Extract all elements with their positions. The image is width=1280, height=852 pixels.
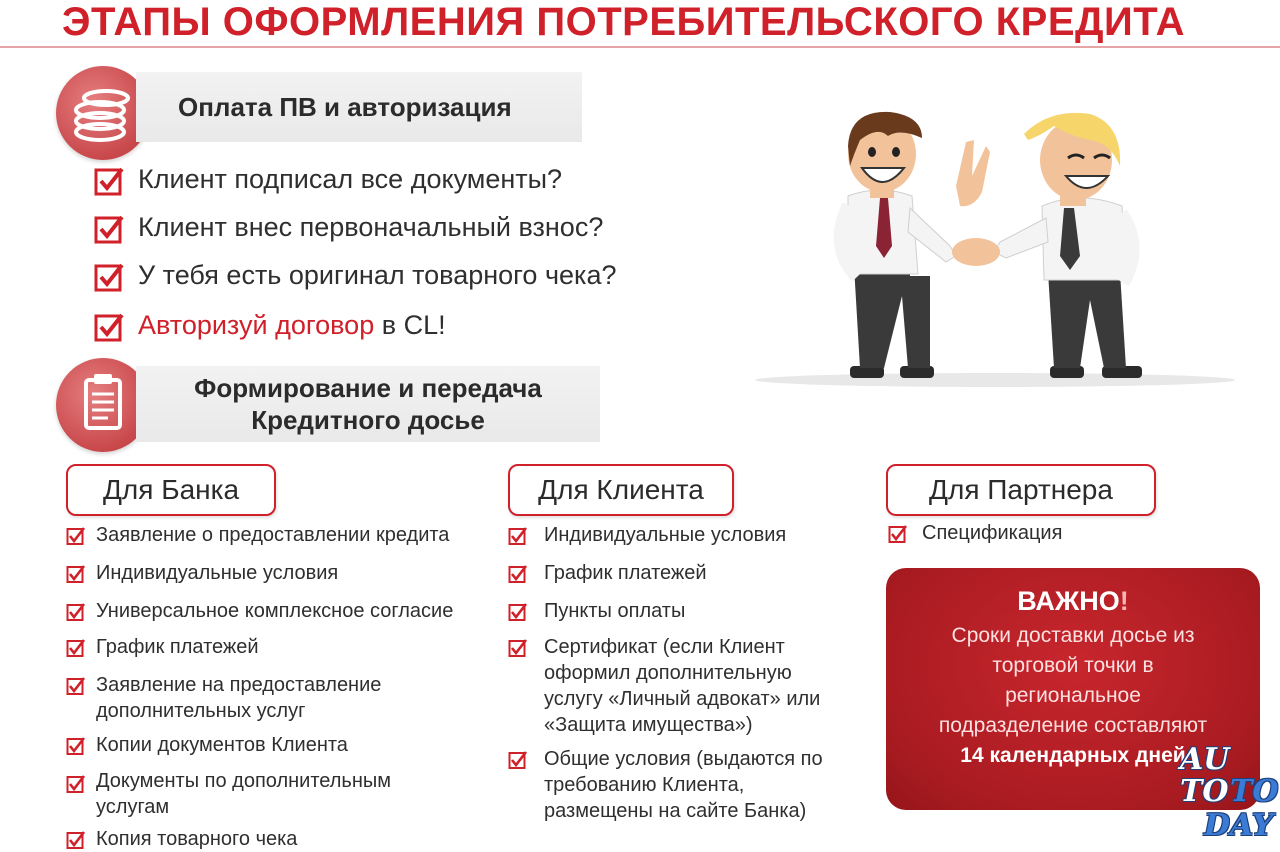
checkbox-checked-icon <box>66 830 86 850</box>
checkbox-checked-icon <box>94 214 124 244</box>
authorize-contract-rest: в CL! <box>374 310 446 340</box>
checkbox-checked-icon <box>94 166 124 196</box>
list-item: График платежей <box>544 562 707 584</box>
checkbox-checked-icon <box>66 526 86 546</box>
handshake-hands <box>952 238 1000 266</box>
notice-line: торговой точки в <box>992 654 1154 677</box>
notice-line: региональное <box>1005 684 1141 707</box>
title-divider <box>0 46 1280 48</box>
list-item: Заявление о предоставлении кредита <box>96 524 450 546</box>
checkbox-checked-icon <box>508 564 528 584</box>
checkbox-checked-icon <box>508 526 528 546</box>
notice-line: подразделение составляют <box>938 714 1208 737</box>
list-item: Универсальное комплексное согласие <box>96 600 454 622</box>
businessman-right-figure <box>994 113 1142 378</box>
list-item: График платежей <box>96 636 259 658</box>
notice-bold-line: 14 календарных дней <box>960 744 1186 767</box>
important-heading: ВАЖНО! <box>1017 586 1129 616</box>
list-item: Индивидуальные условия <box>544 524 787 546</box>
checkbox-checked-icon <box>888 524 908 544</box>
list-item: Спецификация <box>922 522 1063 544</box>
section-payment-auth <box>136 72 582 142</box>
section-dossier <box>136 366 600 442</box>
page-title: ЭТАПЫ ОФОРМЛЕНИЯ ПОТРЕБИТЕЛЬСКОГО КРЕДИТА <box>62 0 1186 44</box>
list-item: Копии документов Клиента <box>96 734 348 756</box>
checkbox-checked-icon <box>94 312 124 342</box>
list-item: Общие условия (выдаются по требованию Клиента, размещены на сайте Банка) <box>544 748 823 822</box>
checkbox-checked-icon <box>66 564 86 584</box>
checklist-item <box>138 310 446 341</box>
tab-for-partner: Для Партнера <box>886 464 1156 516</box>
handshake-illustration <box>750 96 1240 396</box>
section-heading-line1: Формирование и передача <box>194 373 542 403</box>
checklist-item: Клиент подписал все документы? <box>138 164 563 194</box>
checkbox-checked-icon <box>508 638 528 658</box>
list-item: Сертификат (если Клиент оформил дополнительную услугу «Личный адвокат» или «Защита имущества») <box>544 636 821 736</box>
checklist-item: У тебя есть оригинал товарного чека? <box>138 260 617 290</box>
checkbox-checked-icon <box>94 262 124 292</box>
checkbox-checked-icon <box>66 736 86 756</box>
tab-for-client: Для Клиента <box>508 464 734 516</box>
section-heading: Оплата ПВ и авторизация <box>178 92 512 122</box>
section-heading-line2: Кредитного досье <box>251 405 485 435</box>
authorize-contract-text: Авторизуй договор <box>138 310 375 340</box>
checkbox-checked-icon <box>66 676 86 696</box>
checkbox-checked-icon <box>66 602 86 622</box>
list-item: Копия товарного чека <box>96 828 298 850</box>
checkbox-checked-icon <box>66 638 86 658</box>
list-item: Индивидуальные условия <box>96 562 339 584</box>
notice-line: Сроки доставки досье из <box>951 624 1195 647</box>
list-item: Пункты оплаты <box>544 600 686 622</box>
checklist-item: Клиент внес первоначальный взнос? <box>138 212 604 242</box>
checkbox-checked-icon <box>66 774 86 794</box>
list-item: Документы по дополнительным услугам <box>96 770 392 818</box>
checkbox-checked-icon <box>508 750 528 770</box>
checkbox-checked-icon <box>508 602 528 622</box>
list-item: Заявление на предоставление дополнительных услуг <box>96 674 382 722</box>
tab-for-bank: Для Банка <box>66 464 276 516</box>
